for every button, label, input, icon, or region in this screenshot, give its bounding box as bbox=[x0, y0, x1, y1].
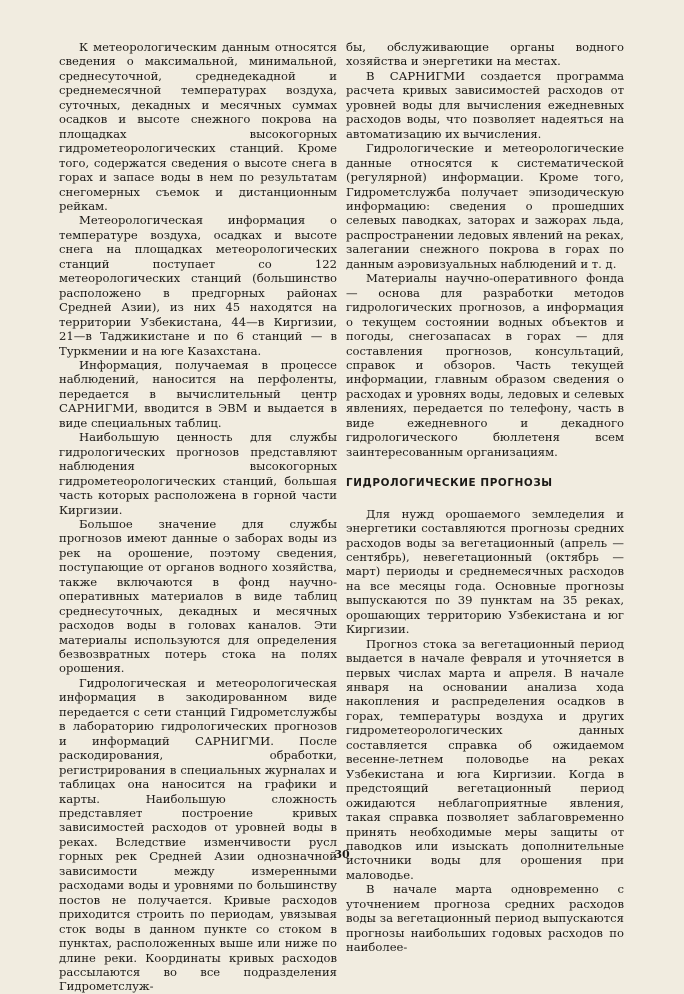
paragraph: Для нужд орошаемого земледелия и энергетики составляются прогнозы средних расходов воды за вегетационный (апрель — сентябрь), невегетационный (октябрь — март) периоды и среднемесячных расходов на все месяцы года. Основные прогнозы выпускаются по 39 пунктам на 35 реках, орошающих территорию Узбекистана и юг Киргизии. bbox=[346, 506, 624, 637]
paragraph: Большое значение для службы прогнозов имеют данные о заборах воды из рек на орошение, поэтому сведения, поступающие от органов водного хозяйства, также включаются в фонд научно-оперативных материалов в виде таблиц среднесуточных, декадных и месячных расходов воды в головах каналов. Эти материалы используются для определения безвозвратных потерь стока на полях орошения. bbox=[59, 516, 337, 676]
paragraph: Гидрологические и метеорологические данные относятся к систематической (регулярной) информации. Кроме того, Гидрометслужба получает эпизодическую информацию: сведения о прошедших селевых паводках, заторах и зажорах льда, распространении ледовых явлений на реках, залегании снежного покрова в горах по данным аэровизуальных наблюдений и т. д. bbox=[346, 141, 624, 271]
paragraph: Гидрологическая и метеорологическая информация в закодированном виде передается с сети станций Гидрометслужбы в лабораторию гидрологических прогнозов и информаций САРНИГМИ. После раскодирования, обработки, регистрирования в специальных журналах и таблицах она наносится на графики и карты. Наибольшую сложность представляет построение кривых зависимостей расходов от уровней воды в реках. Вследствие изменчивости русл горных рек Средней Азии однозначной зависимости между измеренными расходами воды и уровнями по большинству постов не получается. Кривые расходов приходится строить по периодам, увязывая сток воды в данном пункте со стоком в пунктах, расположенных выше или ниже по длине реки. Координаты кривых расходов рассылаются во все подразделения Гидрометслуж- bbox=[59, 675, 337, 994]
page-number: 30 bbox=[334, 848, 350, 861]
paragraph: Прогноз стока за вегетационный период выдается в начале февраля и уточняется в первых числах марта и апреля. В начале января на основании анализа хода накопления и распределения осадков в горах, температуры воздуха и других гидрометеорологических данных составляется справка об ожидаемом весенне-летнем половодье на реках Узбекистана и юга Киргизии. Когда в предстоящий вегетационный период ожидаются неблагоприятные явления, такая справка позволяет заблаговременно принять необходимые меры защиты от паводков или изыскать дополнительные источники воды для орошения при маловодье. bbox=[346, 636, 624, 882]
paragraph: Материалы научно-оперативного фонда — основа для разработки методов гидрологических прогнозов, а информация о текущем состоянии водных объектов и погоды, снегозапасах в горах — для составления прогнозов, консультаций, справок и обзоров. Часть текущей информации, главным образом сведения о расходах и уровнях воды, ледовых и селевых явлениях, передается по телефону, часть в виде ежедневного и декадного гидрологического бюллетеня всем заинтересованным организациям. bbox=[346, 271, 624, 459]
section-heading: ГИДРОЛОГИЧЕСКИЕ ПРОГНОЗЫ bbox=[346, 477, 553, 490]
paragraph: К метеорологическим данным относятся сведения о максимальной, минимальной, среднесуточной, среднедекадной и среднемесячной температурах воздуха, суточных, декадных и месячных суммах осадков и высоте снежного покрова на площадках высокогорных гидрометеорологических станций. Кроме того, содержатся сведения о высоте снега в горах и запасе воды в нем по результатам снегомерных съемок и дистанционным рейкам. bbox=[59, 40, 337, 213]
right-text-column bbox=[346, 40, 624, 955]
paragraph: В САРНИГМИ создается программа расчета кривых зависимостей расходов от уровней воды для вычисления ежедневных расходов воды, что позволяет надеяться на автоматизацию их вычисления. bbox=[346, 68, 624, 141]
paragraph: Информация, получаемая в процессе наблюдений, наносится на перфоленты, передается в вычислительный центр САРНИГМИ, вводится в ЭВМ и выдается в виде специальных таблиц. bbox=[59, 357, 337, 430]
paragraph-continuation: бы, обслуживающие органы водного хозяйства и энергетики на местах. bbox=[346, 40, 624, 69]
paragraph: Наибольшую ценность для службы гидрологических прогнозов представляют наблюдения высокогорных гидрометеорологических станций, большая часть которых расположена в горной части Киргизии. bbox=[59, 430, 337, 517]
paragraph: Метеорологическая информация о температуре воздуха, осадках и высоте снега на площадках метеорологических станций поступает со 122 метеорологических станций (большинство расположено в предгорных районах Средней Азии), из них 45 находятся на территории Узбекистана, 44—в Киргизии, 21—в Таджикистане и по 6 станций — в Туркмении и на юге Казахстана. bbox=[59, 213, 337, 358]
paragraph: В начале марта одновременно с уточнением прогноза средних расходов воды за вегетационный период выпускаются прогнозы наибольших годовых расходов по наиболее- bbox=[346, 882, 624, 955]
